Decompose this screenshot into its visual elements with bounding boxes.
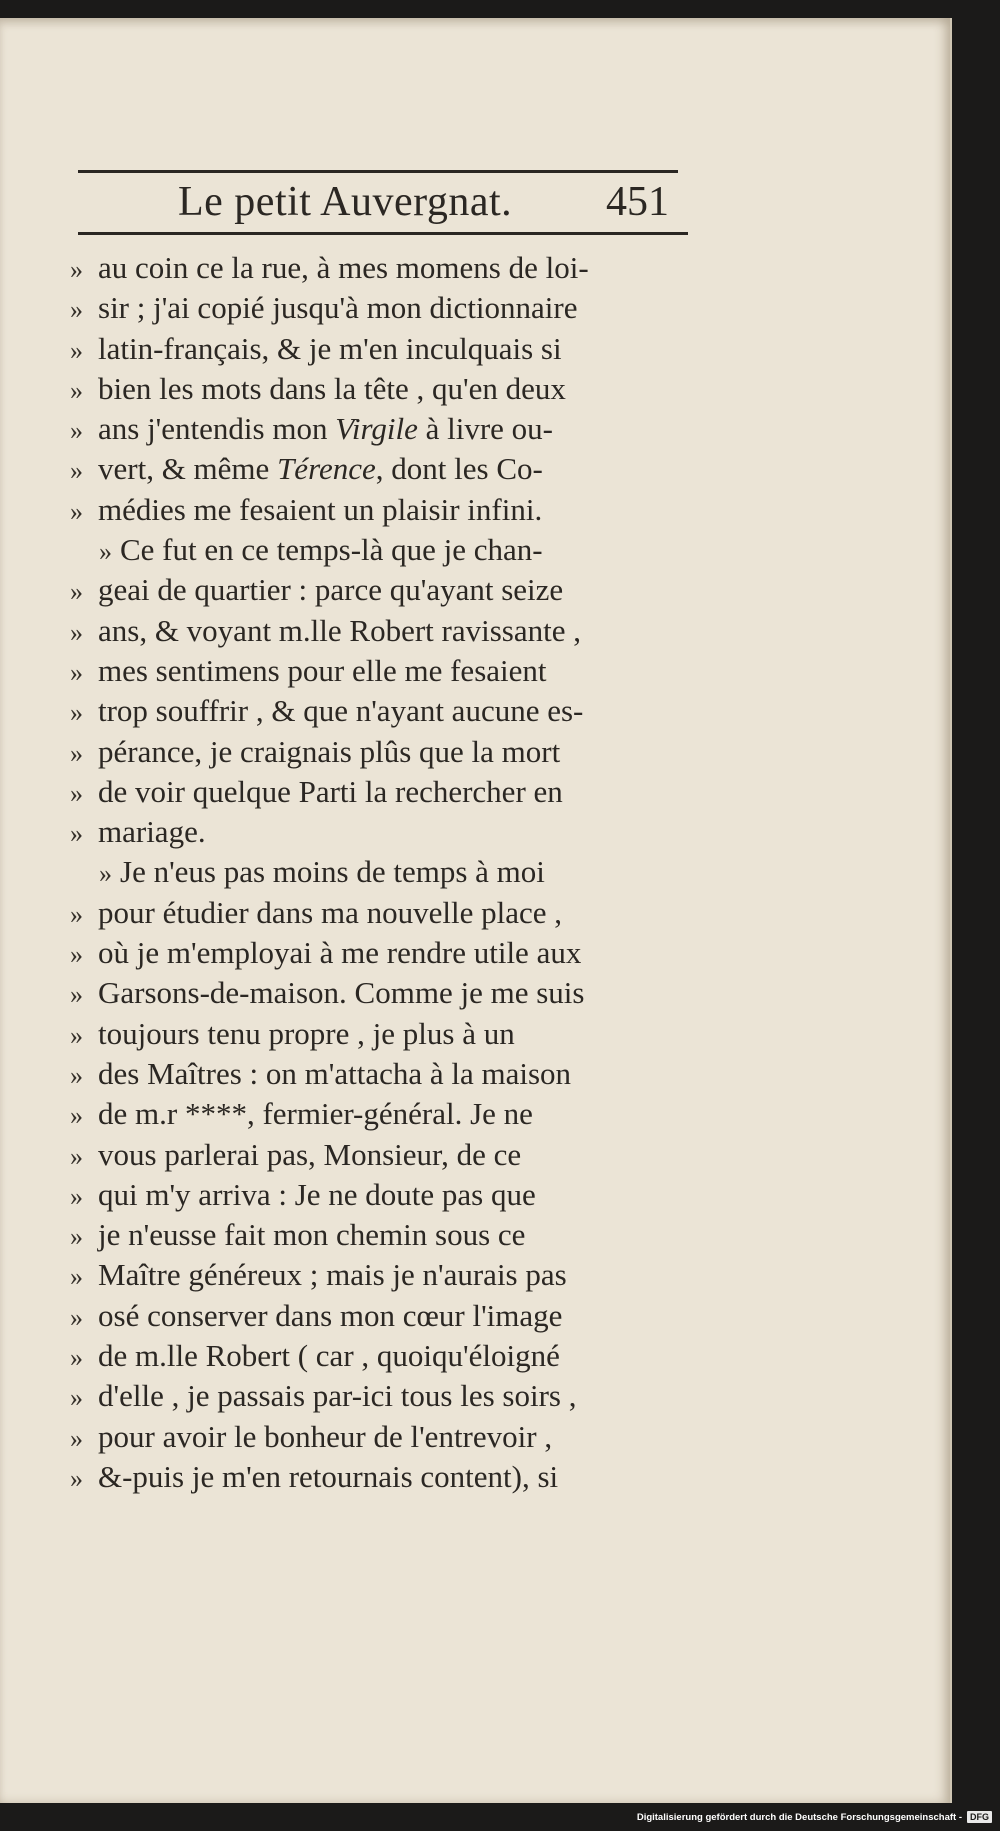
quotation-mark: » xyxy=(70,1463,83,1493)
text-line xyxy=(70,1056,700,1096)
running-title: Le petit Auvergnat. xyxy=(178,179,513,225)
quotation-mark: » xyxy=(70,1423,83,1453)
text-segment: Garsons-de-maison. Comme je me suis xyxy=(98,975,585,1011)
text-line xyxy=(70,331,700,371)
dfg-logo: DFG xyxy=(967,1811,992,1823)
text-line xyxy=(70,1378,700,1418)
text-line xyxy=(70,371,700,411)
line-text xyxy=(120,854,545,890)
line-text xyxy=(98,1257,567,1293)
header-rule-bottom xyxy=(78,232,688,235)
quotation-mark: » xyxy=(70,980,83,1010)
page-header xyxy=(78,170,688,240)
quotation-mark: » xyxy=(70,1222,83,1252)
line-text xyxy=(98,1298,562,1334)
text-segment: osé conserver dans mon cœur l'image xyxy=(98,1297,563,1333)
text-line xyxy=(70,653,700,693)
quotation-mark: » xyxy=(70,255,83,284)
line-text xyxy=(98,1096,533,1132)
quotation-mark: » xyxy=(70,496,83,526)
line-text xyxy=(98,1177,536,1213)
text-segment: mariage. xyxy=(98,814,206,850)
quotation-mark: » xyxy=(70,899,83,929)
quotation-mark: » xyxy=(70,617,83,647)
line-text xyxy=(98,895,562,931)
text-segment: à livre ou- xyxy=(417,411,553,447)
text-line xyxy=(70,895,700,935)
text-segment: où je m'employai à me rendre utile aux xyxy=(98,935,582,971)
text-segment: geai de quartier : parce qu'ayant seize xyxy=(98,572,564,608)
text-line xyxy=(70,411,700,451)
page-number: 451 xyxy=(606,179,669,225)
text-segment: mes sentimens pour elle me fesaient xyxy=(98,652,547,688)
text-segment: Maître généreux ; mais je n'aurais pas xyxy=(98,1257,567,1293)
line-text xyxy=(98,1338,560,1374)
text-line xyxy=(70,975,700,1015)
line-text xyxy=(98,371,566,407)
body-text xyxy=(70,250,700,1499)
quotation-mark: » xyxy=(70,1383,83,1413)
line-text xyxy=(98,1217,525,1253)
line-text xyxy=(98,653,547,689)
line-text xyxy=(98,290,578,326)
text-segment: des Maîtres : on m'attacha à la maison xyxy=(98,1055,572,1091)
line-text xyxy=(98,935,581,971)
line-text xyxy=(98,1137,521,1173)
header-rule-top xyxy=(78,170,678,173)
text-line xyxy=(70,1419,700,1459)
text-segment: médies me fesaient un plaisir infini. xyxy=(98,491,543,527)
quotation-mark: » xyxy=(70,1262,83,1292)
text-line xyxy=(70,1217,700,1257)
line-text xyxy=(98,1419,552,1455)
line-text xyxy=(120,532,543,568)
funding-credit: Digitalisierung gefördert durch die Deutsche Forschungsgemeinschaft - xyxy=(636,1811,962,1823)
line-text xyxy=(98,411,553,447)
text-segment: Je n'eus pas moins de temps à moi xyxy=(120,854,545,890)
quotation-mark: » xyxy=(70,295,83,325)
quotation-mark: » xyxy=(70,416,83,446)
text-segment: pérance, je craignais plûs que la mort xyxy=(98,733,561,769)
quotation-mark: » xyxy=(70,1060,83,1090)
line-text xyxy=(98,1056,571,1092)
quotation-mark: » xyxy=(70,657,83,687)
text-segment: , dont les Co- xyxy=(375,451,543,487)
text-segment: de m.r ****, fermier-général. Je ne xyxy=(98,1096,533,1132)
text-segment: pour étudier dans ma nouvelle place , xyxy=(98,894,562,930)
text-segment: latin-français, & je m'en inculquais si xyxy=(98,330,562,366)
line-text xyxy=(98,693,583,729)
text-line xyxy=(70,935,700,975)
digitization-footer xyxy=(637,1811,992,1823)
line-text xyxy=(98,572,563,608)
text-line xyxy=(70,1338,700,1378)
line-text xyxy=(98,1016,515,1052)
line-text xyxy=(98,774,563,810)
text-line xyxy=(70,451,700,491)
line-text xyxy=(98,250,589,286)
text-line xyxy=(70,1459,700,1499)
text-line xyxy=(70,613,700,653)
quotation-mark: » xyxy=(70,1141,83,1171)
text-segment: toujours tenu propre , je plus à un xyxy=(98,1015,515,1051)
book-page xyxy=(0,18,952,1803)
text-segment: ans j'entendis mon xyxy=(98,411,336,447)
line-text xyxy=(98,1378,576,1414)
quotation-mark: » xyxy=(70,940,83,970)
italic-title: Térence xyxy=(277,451,376,487)
quotation-mark: » xyxy=(70,778,83,808)
quotation-mark: » xyxy=(70,456,83,486)
text-segment: &-puis je m'en retournais content), si xyxy=(98,1458,559,1494)
line-text xyxy=(98,492,542,528)
line-text xyxy=(98,613,581,649)
italic-title: Virgile xyxy=(335,411,418,447)
text-segment: bien les mots dans la tête , qu'en deux xyxy=(98,370,566,406)
text-segment: au coin ce la rue, à mes momens de loi- xyxy=(98,250,589,285)
text-line xyxy=(70,693,700,733)
quotation-mark: » xyxy=(70,819,83,849)
text-line xyxy=(70,1096,700,1136)
text-segment: de m.lle Robert ( car , quoiqu'éloigné xyxy=(98,1338,560,1374)
text-line xyxy=(70,1257,700,1297)
text-segment: trop souffrir , & que n'ayant aucune es- xyxy=(98,693,584,729)
quotation-mark: » xyxy=(70,1101,83,1131)
line-text xyxy=(98,451,543,487)
text-segment: de voir quelque Parti la rechercher en xyxy=(98,773,563,809)
text-line xyxy=(70,492,700,532)
text-segment: vous parlerai pas, Monsieur, de ce xyxy=(98,1136,522,1172)
text-segment: pour avoir le bonheur de l'entrevoir , xyxy=(98,1418,553,1454)
text-segment: Ce fut en ce temps-là que je chan- xyxy=(120,532,543,568)
text-line xyxy=(70,1298,700,1338)
quotation-mark: » xyxy=(70,335,83,365)
line-text xyxy=(98,734,560,770)
text-line xyxy=(70,1177,700,1217)
text-line xyxy=(70,1016,700,1056)
line-text xyxy=(98,814,206,850)
text-segment: sir ; j'ai copié jusqu'à mon dictionnaire xyxy=(98,290,578,326)
quotation-mark: » xyxy=(99,859,112,889)
text-line xyxy=(70,250,700,290)
text-segment: d'elle , je passais par-ici tous les soirs , xyxy=(98,1378,577,1414)
line-text xyxy=(98,975,584,1011)
text-segment: qui m'y arriva : Je ne doute pas que xyxy=(98,1176,536,1212)
text-segment: ans, & voyant m.lle Robert ravissante , xyxy=(98,612,581,648)
text-line xyxy=(70,1137,700,1177)
text-line xyxy=(70,290,700,330)
quotation-mark: » xyxy=(70,375,83,405)
quotation-mark: » xyxy=(70,577,83,607)
quotation-mark: » xyxy=(70,1302,83,1332)
quotation-mark: » xyxy=(70,698,83,728)
line-text xyxy=(98,331,562,367)
text-line xyxy=(70,854,700,894)
text-line xyxy=(70,532,700,572)
quotation-mark: » xyxy=(70,738,83,768)
text-segment: vert, & même xyxy=(98,451,278,487)
text-line xyxy=(70,814,700,854)
text-line xyxy=(70,734,700,774)
text-line xyxy=(70,572,700,612)
quotation-mark: » xyxy=(70,1181,83,1211)
quotation-mark: » xyxy=(99,537,112,567)
text-segment: je n'eusse fait mon chemin sous ce xyxy=(98,1217,526,1253)
quotation-mark: » xyxy=(70,1020,83,1050)
quotation-mark: » xyxy=(70,1343,83,1373)
line-text xyxy=(98,1459,558,1495)
text-line xyxy=(70,774,700,814)
